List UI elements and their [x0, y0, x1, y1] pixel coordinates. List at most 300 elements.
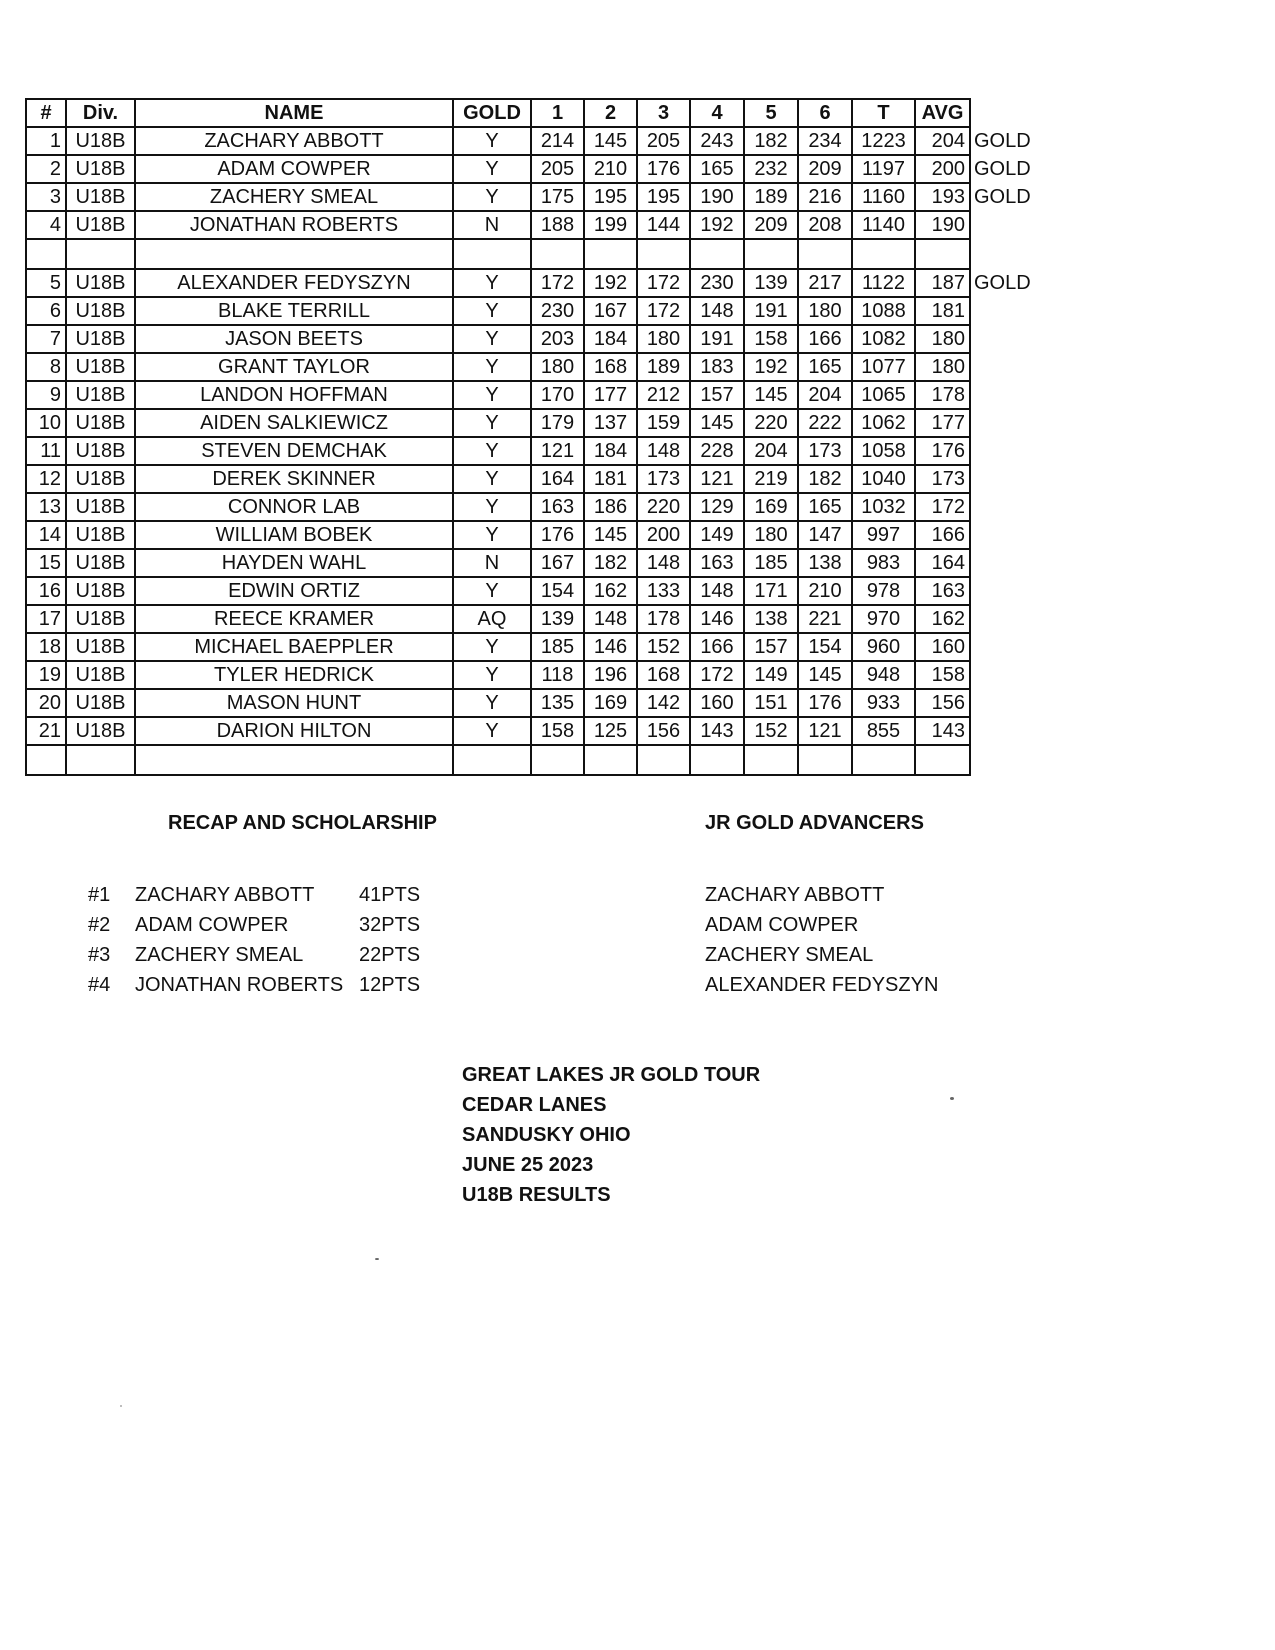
cell-game-6: 204 [798, 381, 852, 409]
cell-game-6: 154 [798, 633, 852, 661]
cell-game-5: 157 [744, 633, 798, 661]
recap-name: JONATHAN ROBERTS [135, 974, 344, 996]
recap-list [88, 880, 439, 1000]
cell-game-2: 196 [584, 661, 637, 689]
cell-note [970, 381, 1040, 409]
cell-division: U18B [66, 353, 135, 381]
cell-game-4 [690, 239, 744, 269]
cell-name: GRANT TAYLOR [135, 353, 453, 381]
recap-points: 22PTS [359, 944, 421, 966]
cell-game-2: 195 [584, 183, 637, 211]
cell-total: 1223 [852, 127, 915, 155]
cell-game-6: 138 [798, 549, 852, 577]
cell-division: U18B [66, 127, 135, 155]
cell-game-2: 145 [584, 521, 637, 549]
event-line: GREAT LAKES JR GOLD TOUR [462, 1064, 761, 1086]
cell-division: U18B [66, 269, 135, 297]
cell-game-1: 176 [531, 521, 584, 549]
cell-rank: 7 [26, 325, 66, 353]
cell-total [852, 745, 915, 775]
cell-average: 156 [915, 689, 970, 717]
results-table [25, 98, 1041, 776]
cell-game-1: 118 [531, 661, 584, 689]
cell-division: U18B [66, 297, 135, 325]
col-header-average: AVG [915, 99, 970, 127]
cell-game-2: 167 [584, 297, 637, 325]
cell-name [135, 239, 453, 269]
cell-total: 970 [852, 605, 915, 633]
cell-game-6: 180 [798, 297, 852, 325]
cell-game-5: 189 [744, 183, 798, 211]
cell-game-1: 139 [531, 605, 584, 633]
cell-game-4: 129 [690, 493, 744, 521]
advancer-name: ZACHARY ABBOTT [705, 884, 885, 906]
col-header-game-5: 5 [744, 99, 798, 127]
cell-game-4: 157 [690, 381, 744, 409]
cell-average: 178 [915, 381, 970, 409]
cell-average: 180 [915, 325, 970, 353]
cell-rank [26, 239, 66, 269]
recap-entry [88, 880, 439, 910]
table-row [26, 325, 1040, 353]
cell-game-4: 143 [690, 717, 744, 745]
col-header-game-1: 1 [531, 99, 584, 127]
cell-rank: 14 [26, 521, 66, 549]
cell-game-4: 230 [690, 269, 744, 297]
col-header-note [970, 99, 1040, 127]
cell-gold: Y [453, 521, 531, 549]
cell-game-2: 169 [584, 689, 637, 717]
cell-name: TYLER HEDRICK [135, 661, 453, 689]
cell-rank: 2 [26, 155, 66, 183]
table-row [26, 297, 1040, 325]
event-line: JUNE 25 2023 [462, 1154, 594, 1176]
cell-name: JONATHAN ROBERTS [135, 211, 453, 239]
cell-game-3: 180 [637, 325, 690, 353]
cell-gold: Y [453, 577, 531, 605]
cell-average: 143 [915, 717, 970, 745]
cell-gold: Y [453, 353, 531, 381]
cell-note [970, 493, 1040, 521]
cell-total: 1065 [852, 381, 915, 409]
cell-game-1: 179 [531, 409, 584, 437]
cell-game-3: 220 [637, 493, 690, 521]
cell-name: HAYDEN WAHL [135, 549, 453, 577]
table-blank-row [26, 745, 1040, 775]
cell-average [915, 745, 970, 775]
cell-game-1: 121 [531, 437, 584, 465]
cell-note [970, 549, 1040, 577]
cell-rank: 8 [26, 353, 66, 381]
cell-average: 200 [915, 155, 970, 183]
cell-game-2: 186 [584, 493, 637, 521]
cell-game-1: 170 [531, 381, 584, 409]
cell-game-3: 189 [637, 353, 690, 381]
cell-gold: Y [453, 269, 531, 297]
cell-gold: Y [453, 633, 531, 661]
cell-game-1: 185 [531, 633, 584, 661]
cell-gold [453, 745, 531, 775]
cell-game-5: 220 [744, 409, 798, 437]
cell-note [970, 661, 1040, 689]
cell-game-3: 168 [637, 661, 690, 689]
cell-name: ALEXANDER FEDYSZYN [135, 269, 453, 297]
cell-average: 190 [915, 211, 970, 239]
cell-average: 172 [915, 493, 970, 521]
cell-game-6: 221 [798, 605, 852, 633]
cell-total: 978 [852, 577, 915, 605]
cell-division: U18B [66, 661, 135, 689]
advancers-title: JR GOLD ADVANCERS [705, 812, 924, 834]
cell-game-5: 138 [744, 605, 798, 633]
cell-game-4: 166 [690, 633, 744, 661]
cell-note: GOLD [974, 130, 1031, 152]
cell-game-3: 148 [637, 437, 690, 465]
cell-game-2: 137 [584, 409, 637, 437]
cell-game-1: 188 [531, 211, 584, 239]
cell-average: 177 [915, 409, 970, 437]
cell-game-3: 178 [637, 605, 690, 633]
cell-division: U18B [66, 183, 135, 211]
cell-game-2: 145 [584, 127, 637, 155]
cell-game-6: 234 [798, 127, 852, 155]
cell-game-2: 210 [584, 155, 637, 183]
cell-game-5: 145 [744, 381, 798, 409]
cell-note: GOLD [974, 158, 1031, 180]
cell-name: ZACHARY ABBOTT [135, 127, 453, 155]
cell-average: 163 [915, 577, 970, 605]
cell-note [970, 521, 1040, 549]
col-header-game-4: 4 [690, 99, 744, 127]
cell-game-5: 171 [744, 577, 798, 605]
scan-speck [375, 1258, 379, 1260]
cell-gold: Y [453, 183, 531, 211]
table-row [26, 381, 1040, 409]
cell-rank: 10 [26, 409, 66, 437]
cell-game-4: 149 [690, 521, 744, 549]
cell-name: DEREK SKINNER [135, 465, 453, 493]
cell-division: U18B [66, 409, 135, 437]
cell-game-4: 183 [690, 353, 744, 381]
recap-entry [88, 910, 439, 940]
cell-average: 173 [915, 465, 970, 493]
table-row [26, 717, 1040, 745]
cell-total: 960 [852, 633, 915, 661]
cell-division: U18B [66, 689, 135, 717]
cell-average: 193 [915, 183, 970, 211]
table-header-row [26, 99, 1040, 127]
cell-game-5 [744, 745, 798, 775]
table-row [26, 183, 1040, 211]
cell-name: WILLIAM BOBEK [135, 521, 453, 549]
cell-game-5: 192 [744, 353, 798, 381]
cell-game-5: 180 [744, 521, 798, 549]
cell-game-4: 192 [690, 211, 744, 239]
cell-division: U18B [66, 717, 135, 745]
cell-game-2: 148 [584, 605, 637, 633]
cell-average [915, 239, 970, 269]
cell-gold: AQ [453, 605, 531, 633]
cell-average: 180 [915, 353, 970, 381]
cell-note [970, 605, 1040, 633]
cell-division: U18B [66, 633, 135, 661]
cell-game-4: 148 [690, 297, 744, 325]
cell-rank: 13 [26, 493, 66, 521]
cell-division: U18B [66, 381, 135, 409]
cell-name: MICHAEL BAEPPLER [135, 633, 453, 661]
recap-points: 32PTS [359, 914, 421, 936]
cell-game-3: 144 [637, 211, 690, 239]
cell-game-6: 217 [798, 269, 852, 297]
table-row [26, 549, 1040, 577]
cell-game-4: 146 [690, 605, 744, 633]
cell-rank: 6 [26, 297, 66, 325]
cell-note [970, 239, 1040, 269]
col-header-rank: # [26, 99, 66, 127]
col-header-name: NAME [135, 99, 453, 127]
cell-total: 948 [852, 661, 915, 689]
cell-game-2: 125 [584, 717, 637, 745]
recap-rank: #2 [88, 914, 111, 936]
cell-game-3: 212 [637, 381, 690, 409]
advancer-name: ZACHERY SMEAL [705, 944, 874, 966]
cell-game-6: 121 [798, 717, 852, 745]
cell-rank: 3 [26, 183, 66, 211]
table-row [26, 605, 1040, 633]
cell-game-2: 192 [584, 269, 637, 297]
table-row [26, 353, 1040, 381]
cell-total: 983 [852, 549, 915, 577]
table-row [26, 661, 1040, 689]
col-header-total: T [852, 99, 915, 127]
cell-average: 176 [915, 437, 970, 465]
cell-rank: 1 [26, 127, 66, 155]
cell-game-2: 181 [584, 465, 637, 493]
cell-division: U18B [66, 577, 135, 605]
cell-note [970, 689, 1040, 717]
event-info [462, 1060, 760, 1210]
recap-entry [88, 970, 439, 1000]
cell-game-4: 165 [690, 155, 744, 183]
cell-game-3: 195 [637, 183, 690, 211]
cell-game-2: 162 [584, 577, 637, 605]
table-row [26, 155, 1040, 183]
cell-note [970, 745, 1040, 775]
cell-gold: Y [453, 493, 531, 521]
cell-rank: 12 [26, 465, 66, 493]
cell-game-6: 173 [798, 437, 852, 465]
cell-game-6: 210 [798, 577, 852, 605]
cell-game-5: 209 [744, 211, 798, 239]
cell-total: 1122 [852, 269, 915, 297]
cell-game-2: 184 [584, 325, 637, 353]
cell-note [970, 409, 1040, 437]
table-row [26, 127, 1040, 155]
cell-gold: N [453, 211, 531, 239]
cell-game-4: 191 [690, 325, 744, 353]
col-header-division: Div. [66, 99, 135, 127]
cell-average: 181 [915, 297, 970, 325]
cell-game-6: 165 [798, 353, 852, 381]
cell-rank [26, 745, 66, 775]
cell-total: 1032 [852, 493, 915, 521]
cell-game-6: 145 [798, 661, 852, 689]
cell-rank: 15 [26, 549, 66, 577]
cell-name: BLAKE TERRILL [135, 297, 453, 325]
cell-game-1: 164 [531, 465, 584, 493]
advancers-list [705, 880, 938, 1000]
cell-gold: Y [453, 297, 531, 325]
cell-rank: 21 [26, 717, 66, 745]
results-body [26, 127, 1040, 775]
cell-name: MASON HUNT [135, 689, 453, 717]
cell-game-5: 152 [744, 717, 798, 745]
cell-game-1: 172 [531, 269, 584, 297]
table-row [26, 465, 1040, 493]
cell-game-4: 121 [690, 465, 744, 493]
cell-gold: Y [453, 409, 531, 437]
cell-division: U18B [66, 521, 135, 549]
cell-game-3 [637, 745, 690, 775]
advancer-name: ADAM COWPER [705, 914, 859, 936]
table-row [26, 269, 1040, 297]
cell-name: STEVEN DEMCHAK [135, 437, 453, 465]
cell-note [970, 577, 1040, 605]
cell-rank: 11 [26, 437, 66, 465]
table-row [26, 493, 1040, 521]
cell-game-2 [584, 239, 637, 269]
cell-game-6: 176 [798, 689, 852, 717]
cell-gold: Y [453, 381, 531, 409]
col-header-game-2: 2 [584, 99, 637, 127]
cell-game-6: 222 [798, 409, 852, 437]
cell-game-4: 172 [690, 661, 744, 689]
cell-game-6: 165 [798, 493, 852, 521]
cell-rank: 4 [26, 211, 66, 239]
table-row [26, 521, 1040, 549]
cell-game-2 [584, 745, 637, 775]
cell-game-3: 156 [637, 717, 690, 745]
cell-note: GOLD [974, 186, 1031, 208]
cell-game-1: 135 [531, 689, 584, 717]
cell-game-5: 204 [744, 437, 798, 465]
cell-game-4: 148 [690, 577, 744, 605]
cell-gold: Y [453, 155, 531, 183]
cell-note [970, 325, 1040, 353]
cell-game-3: 176 [637, 155, 690, 183]
cell-game-1: 203 [531, 325, 584, 353]
cell-game-3: 152 [637, 633, 690, 661]
cell-game-5: 158 [744, 325, 798, 353]
cell-game-2: 177 [584, 381, 637, 409]
cell-game-4: 160 [690, 689, 744, 717]
cell-game-3: 172 [637, 297, 690, 325]
table-row [26, 577, 1040, 605]
cell-game-6: 209 [798, 155, 852, 183]
cell-game-3: 148 [637, 549, 690, 577]
cell-name: JASON BEETS [135, 325, 453, 353]
cell-game-5: 169 [744, 493, 798, 521]
cell-name [135, 745, 453, 775]
cell-gold: N [453, 549, 531, 577]
cell-rank: 20 [26, 689, 66, 717]
cell-game-4: 243 [690, 127, 744, 155]
cell-total: 997 [852, 521, 915, 549]
col-header-game-6: 6 [798, 99, 852, 127]
cell-game-2: 184 [584, 437, 637, 465]
cell-gold: Y [453, 465, 531, 493]
cell-division: U18B [66, 437, 135, 465]
cell-game-1: 175 [531, 183, 584, 211]
cell-game-2: 182 [584, 549, 637, 577]
advancer-name: ALEXANDER FEDYSZYN [705, 974, 939, 996]
cell-division: U18B [66, 493, 135, 521]
cell-note: GOLD [974, 272, 1031, 294]
cell-note [970, 633, 1040, 661]
cell-game-5: 151 [744, 689, 798, 717]
cell-rank: 17 [26, 605, 66, 633]
cell-game-6: 216 [798, 183, 852, 211]
cell-game-3: 205 [637, 127, 690, 155]
cell-total [852, 239, 915, 269]
col-header-gold: GOLD [453, 99, 531, 127]
cell-game-5: 191 [744, 297, 798, 325]
cell-note [970, 437, 1040, 465]
cell-game-3: 142 [637, 689, 690, 717]
cell-total: 933 [852, 689, 915, 717]
cell-game-1: 163 [531, 493, 584, 521]
event-line: CEDAR LANES [462, 1094, 607, 1116]
cell-game-4: 228 [690, 437, 744, 465]
cell-total: 1140 [852, 211, 915, 239]
scan-speck [950, 1097, 954, 1100]
cell-game-5: 182 [744, 127, 798, 155]
cell-gold [453, 239, 531, 269]
cell-game-1: 167 [531, 549, 584, 577]
cell-game-6: 208 [798, 211, 852, 239]
cell-game-2: 168 [584, 353, 637, 381]
cell-average: 187 [915, 269, 970, 297]
cell-name: ADAM COWPER [135, 155, 453, 183]
cell-gold: Y [453, 717, 531, 745]
recap-rank: #3 [88, 944, 111, 966]
cell-game-1: 154 [531, 577, 584, 605]
cell-rank: 18 [26, 633, 66, 661]
table-row [26, 633, 1040, 661]
cell-total: 1077 [852, 353, 915, 381]
cell-gold: Y [453, 437, 531, 465]
cell-average: 204 [915, 127, 970, 155]
cell-division: U18B [66, 155, 135, 183]
table-row [26, 409, 1040, 437]
cell-division: U18B [66, 549, 135, 577]
cell-name: EDWIN ORTIZ [135, 577, 453, 605]
cell-game-2: 199 [584, 211, 637, 239]
recap-name: ZACHERY SMEAL [135, 944, 304, 966]
cell-game-1 [531, 745, 584, 775]
cell-total: 1197 [852, 155, 915, 183]
cell-name: CONNOR LAB [135, 493, 453, 521]
cell-game-3: 173 [637, 465, 690, 493]
cell-division: U18B [66, 605, 135, 633]
cell-game-4: 163 [690, 549, 744, 577]
cell-average: 162 [915, 605, 970, 633]
recap-name: ADAM COWPER [135, 914, 289, 936]
cell-game-1 [531, 239, 584, 269]
table-row [26, 211, 1040, 239]
recap-entry [88, 940, 439, 970]
recap-rank: #4 [88, 974, 111, 996]
